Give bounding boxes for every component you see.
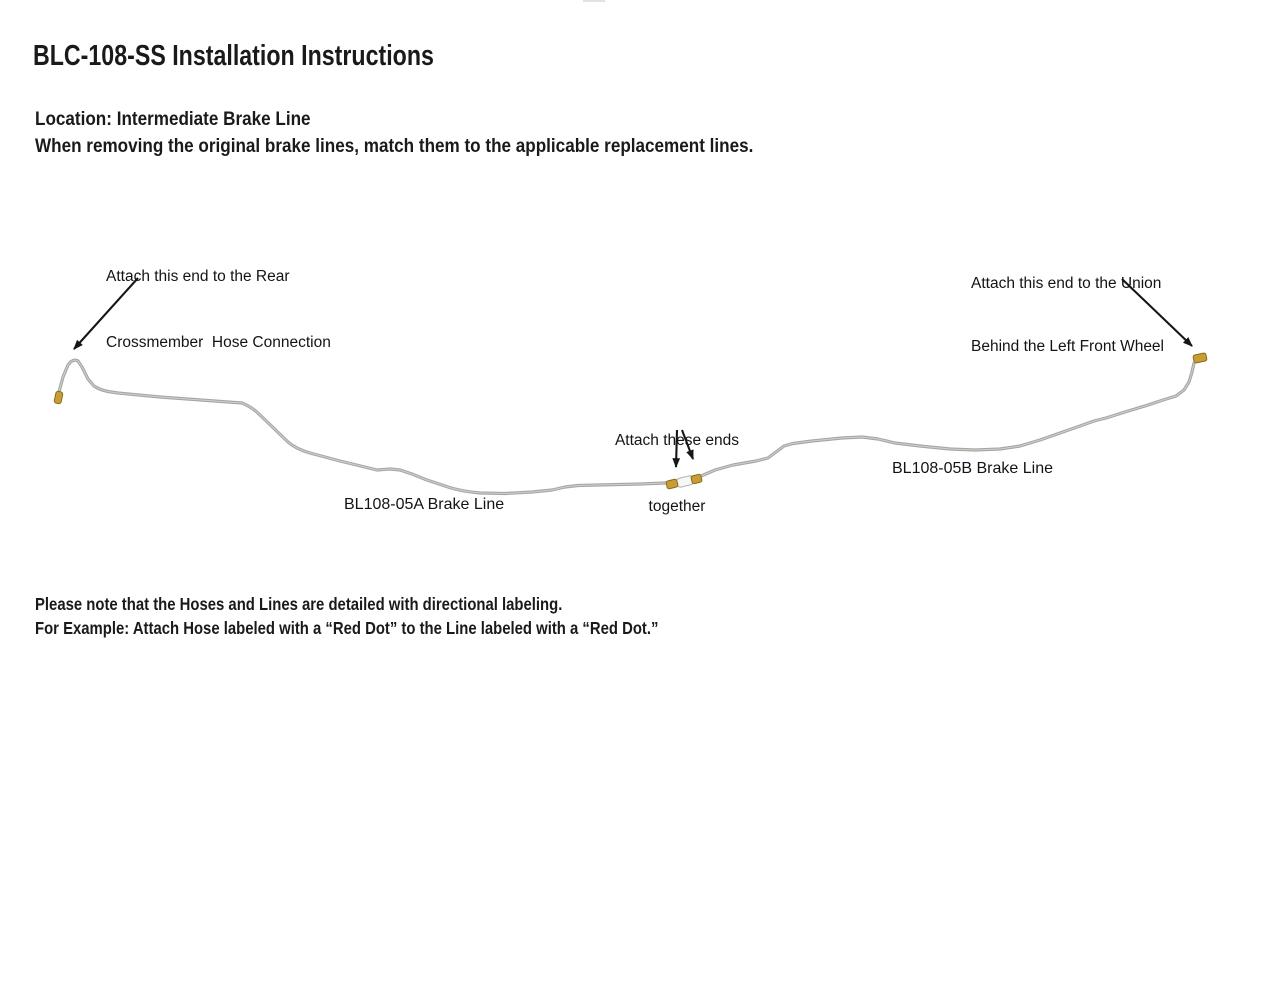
callout-rear-crossmember bbox=[106, 222, 331, 398]
callout-rear-line2: Crossmember Hose Connection bbox=[106, 334, 331, 351]
callout-ends-together bbox=[598, 386, 756, 562]
intro-instruction-line: When removing the original brake lines, match them to the applicable replacement lines. bbox=[35, 136, 754, 157]
callout-ends-line1: Attach these ends bbox=[614, 432, 740, 449]
label-brake-line-a: BL108-05A Brake Line bbox=[344, 496, 505, 513]
footer-note-inner bbox=[35, 592, 658, 640]
footer-note-line2: For Example: Attach Hose labeled with a “Red Dot” to the Line labeled with a “Red Dot.” bbox=[35, 618, 659, 638]
callout-ends-line2: together bbox=[648, 498, 706, 515]
callout-rear-line1: Attach this end to the Rear bbox=[106, 268, 290, 285]
fitting-rear-end bbox=[54, 391, 63, 404]
fitting-union-end bbox=[1193, 353, 1207, 364]
footer-note bbox=[35, 592, 768, 640]
footer-note-line1: Please note that the Hoses and Lines are detailed with directional labeling. bbox=[35, 594, 563, 614]
callout-union-line1: Attach this end to the Union bbox=[971, 275, 1162, 292]
intro-location-line: Location: Intermediate Brake Line bbox=[35, 109, 311, 130]
callout-union-line2: Behind the Left Front Wheel bbox=[971, 338, 1165, 355]
callout-union-front-wheel bbox=[971, 231, 1164, 399]
label-brake-line-b: BL108-05B Brake Line bbox=[892, 460, 1053, 477]
page-title-text: BLC-108-SS Installation Instructions bbox=[33, 40, 434, 72]
